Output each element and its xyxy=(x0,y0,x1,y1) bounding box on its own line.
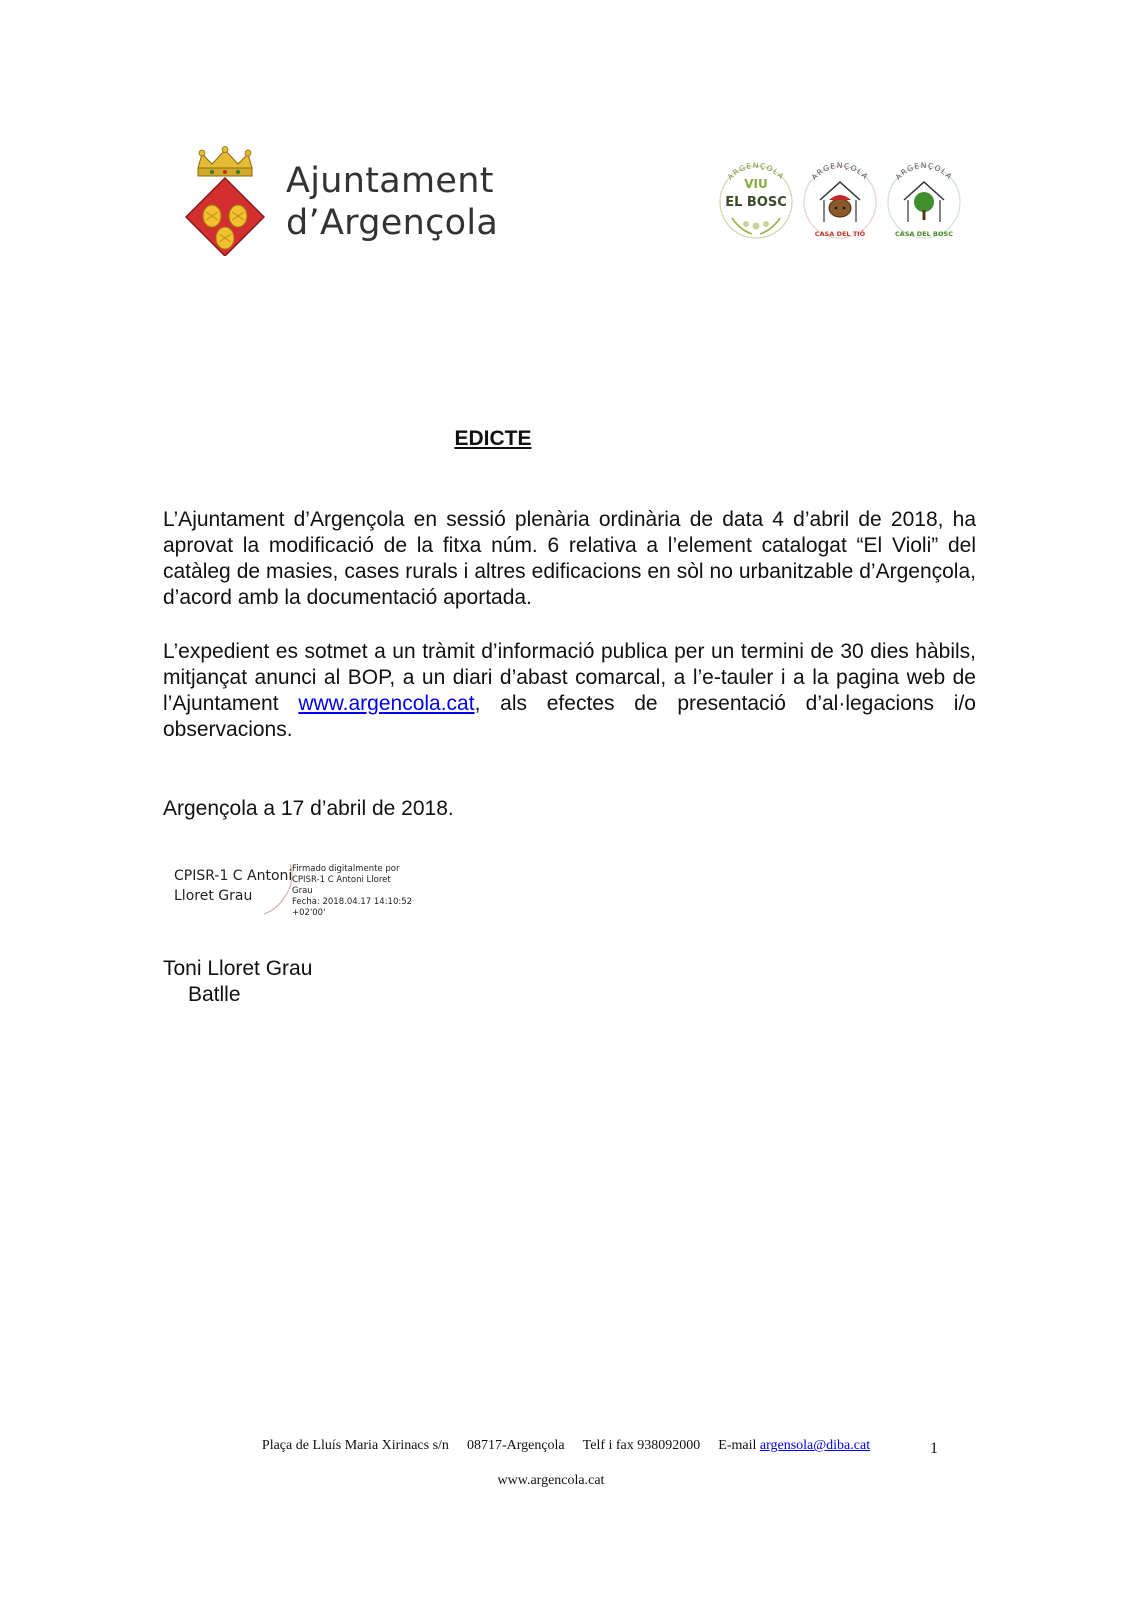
signer-name: Toni Lloret Grau xyxy=(163,957,313,980)
town-name-line2: d’Argençola xyxy=(286,203,499,243)
badge1-arc-text: ARGENÇOLA xyxy=(725,160,787,182)
footer-email-link[interactable]: argensola@diba.cat xyxy=(759,1438,871,1453)
paragraph-1: L’Ajuntament d’Argençola en sessió plenària ordinària de data 4 d’abril de 2018, ha aprovat la modificació de la fitxa núm. 6 relativa a l’element catalogat “El Violi” del catàleg de masies, cases rurals i altres edificacions en sòl no urbanitzable d’Argençola, d’acord amb la documentació aportada. xyxy=(163,508,976,609)
town-name xyxy=(286,160,498,244)
badge2-arc-text: ARGENÇOLA xyxy=(809,160,871,182)
signature-info-line1: Firmado digitalmente por xyxy=(292,864,400,874)
footer-email-label: E-mail xyxy=(718,1438,757,1453)
signature-info xyxy=(292,864,414,919)
badge1-line2: EL BOSC xyxy=(725,195,787,210)
signature-info-line2: CPISR-1 C Antoni Lloret Grau xyxy=(292,875,391,896)
town-name-line1: Ajuntament xyxy=(286,161,494,201)
signature-name-line1: CPISR-1 C Antoni xyxy=(174,868,293,884)
signature-name-line2: Lloret Grau xyxy=(174,888,253,904)
footer-phone: Telf i fax 938092000 xyxy=(582,1438,701,1453)
signature-info-line3: Fecha: 2018.04.17 14:10:52 xyxy=(292,897,413,907)
badge1-line1: VIU xyxy=(744,177,768,191)
paragraph-2-before: L’expedient es sotmet a un tràmit d’informació publica per un termini de 30 dies hàbils, mitjançat anunci al BOP, a un diari d’abast comarcal, a l’e-tauler i a la pagina web de l’Ajuntament xyxy=(163,640,976,715)
paragraph-2 xyxy=(163,639,976,743)
coat-of-arms-logo xyxy=(184,146,266,256)
footer-postal: 08717-Argençola xyxy=(466,1438,565,1453)
casa-del-bosc-badge xyxy=(888,161,960,238)
svg-text:ARGENÇOLA xyxy=(894,161,955,182)
footer-website: www.argencola.cat xyxy=(497,1473,605,1488)
footer-address: Plaça de Lluís Maria Xirinacs s/n xyxy=(261,1438,449,1453)
page-number: 1 xyxy=(930,1440,938,1457)
badge3-arc-text: ARGENÇOLA xyxy=(893,160,955,182)
crown-icon xyxy=(198,147,252,177)
digital-signature xyxy=(174,862,414,916)
signer-role: Batlle xyxy=(188,983,241,1006)
badge3-bottom-text: CASA DEL BOSC xyxy=(895,230,953,238)
signature-info-line4: +02'00' xyxy=(292,908,326,918)
paragraph-2-after: , als efectes de presentació d’al·legacions i/o observacions. xyxy=(163,692,976,741)
signer-block xyxy=(163,956,312,1008)
document-title: EDICTE xyxy=(454,427,532,450)
badge2-bottom-text: CASA DEL TIÓ xyxy=(814,230,866,238)
website-link[interactable]: www.argencola.cat xyxy=(298,692,475,715)
place-and-date: Argençola a 17 d’abril de 2018. xyxy=(163,797,454,820)
casa-del-tio-badge xyxy=(804,161,876,238)
svg-text:ARGENÇOLA xyxy=(810,161,871,182)
program-badges xyxy=(716,160,966,242)
viu-el-bosc-badge xyxy=(720,161,792,238)
footer-contact xyxy=(0,1438,1132,1454)
